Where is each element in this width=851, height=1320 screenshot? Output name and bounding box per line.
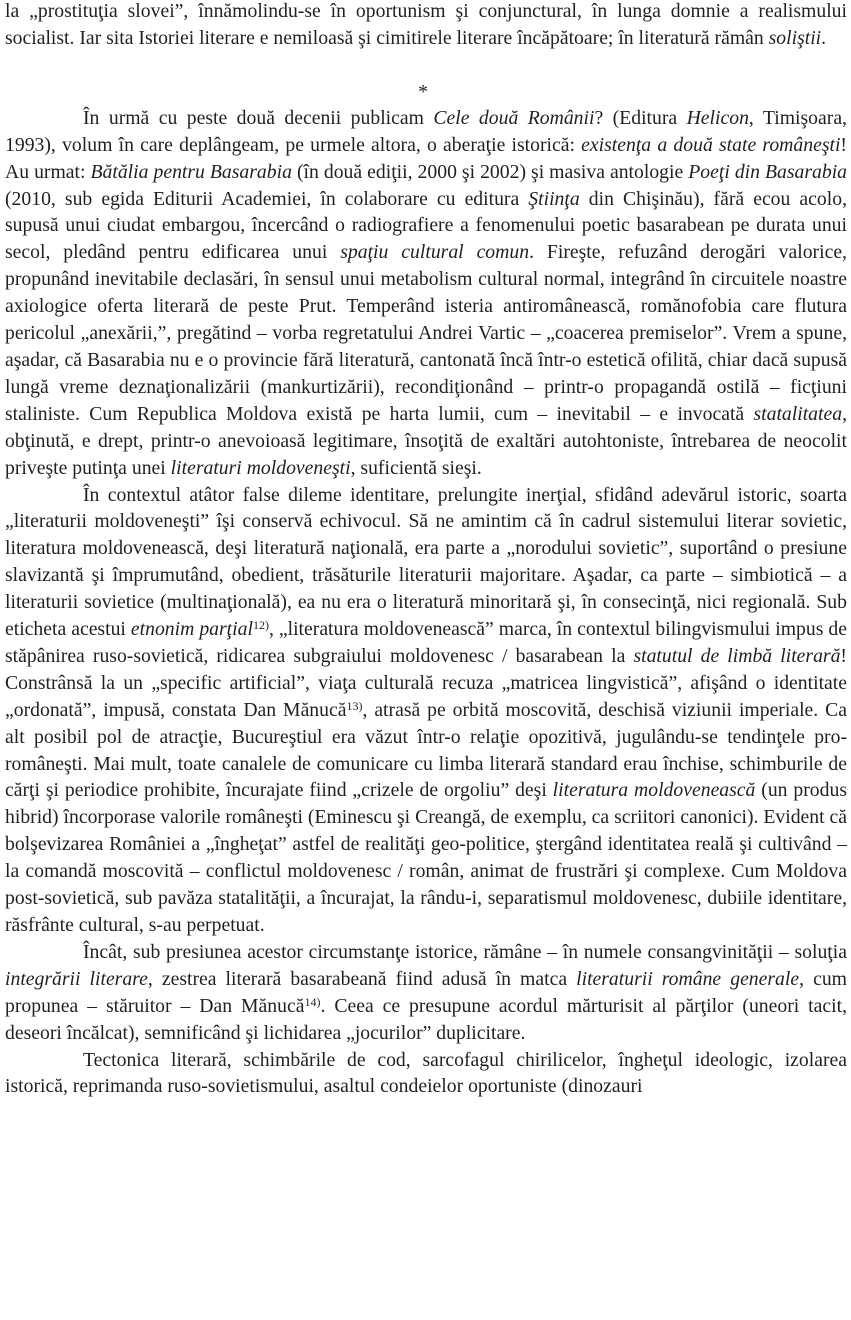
text-run: (în două ediţii, 2000 şi 2002) şi masiva antologie xyxy=(291,160,689,183)
italic-text: Bătălia pentru Basarabia xyxy=(90,160,292,183)
text-run: ! Constrânsă la un „specific artificial”, viaţa culturală recuza „matricea lingvistică”, afişând o identitate „ordonată”, impusă, constata Dan Mănucă xyxy=(5,644,847,721)
paragraph-literary-tectonics xyxy=(5,1047,847,1101)
text-run: (un produs hibrid) încorporase valorile româneşti (Eminescu şi Creangă, de exemplu, ca scriitori canonici). Evident că bolşevizarea României a „îngheţat” astfel de realităţi geo-politice, ştergând identitatea reală şi cultivând – la comandă moscovită – conflictul moldovenesc / român, animat de frustrări şi complexe. Cum Moldova post-sovietică, sub pavăza statalităţii, a încurajat, la rându-i, separatismul moldovenesc, dubiile identitare, răsfrânte cultural, s-au perpetuat. xyxy=(5,779,847,936)
separator-asterisk: * xyxy=(418,80,428,103)
italic-text: statalitatea xyxy=(753,402,843,425)
text-run: , obţinută, e drept, printr-o anevoioasă legitimare, însoţită de exaltări autohtoniste, întrebarea de neocolit priveşte putinţa unei xyxy=(5,402,847,479)
text-run: . Fireşte, refuzând derogări valorice, propunând inevitabile declasări, în sensul unui metabolism cultural normal, integrând în circuitele noastre axiologice oferta literară de peste Prut. Temperând isteria antiromânească, romănofobia care flutura pericolul „anexării,”, pregătind – vorba regretatului Andrei Vartic – „coacerea premiselor”. Vrem a spune, aşadar, că Basarabia nu e o provincie fără literatură, cantonată încă într-o estetică ofilită, chiar dacă supusă lungă vreme deznaţionalizării (mankurtizării), recondiţionând – printr-o propagandă ostilă – ficţiuni staliniste. Cum Republica Moldova există pe harta lumii, cum – inevitabil – e invocată xyxy=(5,241,847,425)
text-run: În urmă cu peste două decenii publicam xyxy=(83,106,434,129)
italic-text: existenţa a două state româneşti xyxy=(581,133,841,156)
text-run: din Chişinău), fără ecou acolo, supusă unui ciudat embargou, încercând o radiografiere a fenomenului poetic basarabean pe durata unui secol, pledând pentru edificarea unui xyxy=(5,187,847,264)
italic-text: Poeţi din Basarabia xyxy=(688,160,848,183)
paragraph-continued xyxy=(5,0,847,52)
italic-text: Ştiinţa xyxy=(528,187,580,210)
text-run: , „literatura moldovenească” marca, în contextul bilingvismului impus de stăpânirea ruso-sovietică, ridicarea subgraiului moldovenesc / basarabean la xyxy=(5,618,847,667)
paragraph-literary-integration xyxy=(5,939,847,1047)
text-run: ! Au urmat: xyxy=(5,133,847,183)
text-run: În contextul atâtor false dileme identitare, prelungite inerţial, sfidând adevărul istoric, soarta „literaturii moldoveneşti” îşi conservă echivocul. Să ne amintim că în cadrul sistemului literar sovietic, literatura moldovenească, deşi literatură naţională, era parte a „norodului sovietic”, suportând o presiune slavizantă şi împrumutând, obedient, trăsăturile literaturii majoritare. Aşadar, ca parte – simbiotică – a literaturii sovietice (multinaţională), ea nu era o literatură minoritară şi, în consecinţă, nici regională. Sub eticheta acestui xyxy=(5,483,847,641)
italic-text: literaturii române generale xyxy=(576,967,800,990)
italic-text: integrării literare xyxy=(5,967,148,990)
text-run: . xyxy=(821,26,827,49)
text-run: . Ceea ce presupune acordul mărturisit al părţilor (uneori tacit, deseori încălcat), semnificând şi lichidarea „jocurilor” duplicitare. xyxy=(5,994,847,1044)
italic-text: etnonim parţial xyxy=(130,618,253,641)
text-run: , Timişoara, 1993), volum în care deplângeam, pe urmele altora, o aberaţie istorică: xyxy=(5,106,847,156)
text-run: , cum propunea – stăruitor – Dan Mănucă xyxy=(5,967,847,1017)
italic-text: statutul de limbă literară xyxy=(633,644,841,667)
footnote-ref: 12) xyxy=(252,618,269,633)
footnote-ref: 14) xyxy=(304,994,321,1009)
text-run: (2010, sub egida Editurii Academiei, în colaborare cu editura xyxy=(5,187,529,210)
italic-text: literaturi moldoveneşti xyxy=(170,456,351,479)
text-run: Încât, sub presiunea acestor circumstanţe istorice, rămâne – în numele consangvinităţii – soluţia xyxy=(83,940,847,963)
italic-text: literatura moldovenească xyxy=(552,779,756,802)
italic-text: soliştii xyxy=(768,26,822,49)
italic-text: spaţiu cultural comun xyxy=(340,241,530,264)
footnote-ref: 13) xyxy=(346,698,363,713)
text-run: , atrasă pe orbită moscovită, deschisă viziunii imperiale. Ca alt posibil pol de atracţie, Bucureştiul era văzut într-o relaţie opozitivă, jugulându-se tendinţele pro-româneşti. Mai mult, toate canalele de comunicare cu limba literară standard erau închise, schimburile de cărţi şi periodice prohibite, încurajate fiind „crizele de orgoliu” deşi xyxy=(5,698,847,802)
paragraph-basarabia-books xyxy=(5,105,847,482)
section-separator xyxy=(5,52,847,105)
paragraph-false-dilemmas xyxy=(5,482,847,939)
text-run: , zestrea literară basarabeană fiind adusă în matca xyxy=(147,967,577,990)
text-run: Tectonica literară, schimbările de cod, sarcofagul chirilicelor, îngheţul ideologic, izolarea istorică, reprimanda ruso-sovietismului, asaltul condeielor oportuniste (dinozauri xyxy=(5,1048,847,1098)
italic-text: Helicon xyxy=(686,106,749,129)
italic-text: Cele două Românii xyxy=(433,106,595,129)
text-run: la „prostituţia slovei”, înnămolindu-se în oportunism şi conjunctural, în lunga domnie a realismului socialist. Iar sita Istoriei literare e nemiloasă şi cimitirele literare încăpătoare; în literatură rămân xyxy=(5,0,847,49)
text-run: ? (Editura xyxy=(594,106,687,129)
text-run: , suficientă sieşi. xyxy=(350,456,482,479)
